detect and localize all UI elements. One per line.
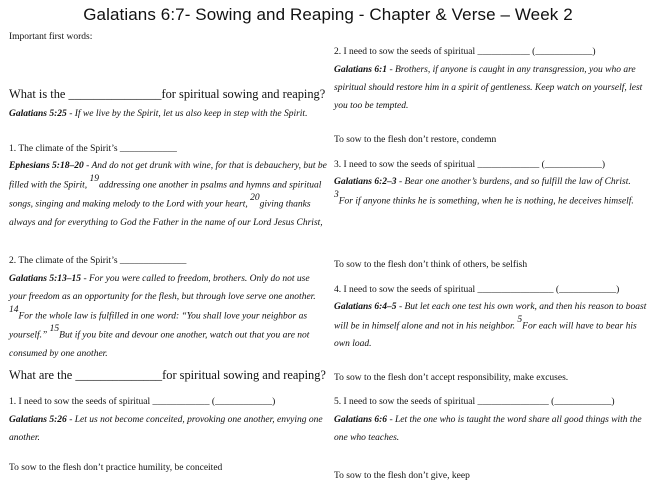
verse-ephesians-5-18 <box>9 155 327 230</box>
verse-text: - For you were called to freedom, brothers. Only do not use your freedom as an opportunity for the flesh, but through love serve one another. <box>9 274 316 302</box>
verse-ref: Galatians 5:25 <box>9 109 67 119</box>
flesh-note-2: To sow to the flesh don’t restore, condemn <box>334 135 497 145</box>
verse-ref: Ephesians 5:18–20 <box>9 161 84 171</box>
verse-text: - If we live by the Spirit, let us also keep in step with the Spirit. <box>66 109 308 119</box>
verse-text: For if anyone thinks he is something, when he is nothing, he deceives himself. <box>338 196 634 207</box>
flesh-note-5: To sow to the flesh don’t give, keep <box>334 471 470 481</box>
verse-number: 3 <box>334 190 339 200</box>
question-what-are: What are the ______________for spiritual sowing and reaping? <box>9 368 326 382</box>
verse-ref: Galatians 6:6 <box>334 415 388 425</box>
flesh-note-1: To sow to the flesh don’t practice humility, be conceited <box>9 463 223 473</box>
verse-galatians-6-6 <box>334 409 650 445</box>
climate-1-heading: 1. The climate of the Spirit’s ____________ <box>9 144 177 154</box>
verse-text: But if you bite and devour one another, watch out that you are not consumed by one another. <box>9 330 310 359</box>
verse-galatians-5-13 <box>9 268 327 361</box>
verse-text: - Let us not become conceited, provoking one another, envying one another. <box>9 415 323 443</box>
verse-ref: Galatians 5:26 <box>9 415 67 425</box>
verse-ref: Galatians 6:4–5 <box>334 302 397 312</box>
verse-ref: Galatians 6:1 <box>334 65 388 75</box>
verse-galatians-6-1 <box>334 59 650 113</box>
verse-text: addressing one another in psalms and hymns and spiritual songs, singing and making melody to the Lord with your heart, <box>9 180 322 210</box>
verse-text: - Bear one another’s burdens, and so fulfill the law of Christ. <box>396 177 631 187</box>
verse-text: giving thanks always and for everything to God the Father in the name of our Lord Jesus Christ, <box>9 199 323 228</box>
verse-number: 20 <box>250 193 260 204</box>
climate-2-heading: 2. The climate of the Spirit’s ______________ <box>9 256 187 266</box>
important-first-words: Important first words: <box>9 32 93 42</box>
verse-text: - But let each one test his own work, and then his reason to boast will be in himself alone and not in his neighbor. <box>334 302 647 332</box>
flesh-note-3: To sow to the flesh don’t think of others, be selfish <box>334 260 528 270</box>
verse-ref: Galatians 5:13–15 <box>9 274 82 284</box>
verse-number: 14 <box>9 305 19 315</box>
verse-number: 19 <box>89 174 99 184</box>
verse-number: 15 <box>49 324 60 335</box>
question-what-is: What is the _______________for spiritual sowing and reaping? <box>9 87 326 101</box>
seed-2-heading: 2. I need to sow the seeds of spiritual ___________ (____________) <box>334 47 596 57</box>
page-title: Galatians 6:7- Sowing and Reaping - Chapter & Verse – Week 2 <box>83 5 573 24</box>
flesh-note-4: To sow to the flesh don’t accept responsibility, make excuses. <box>334 373 569 383</box>
verse-galatians-5-25 <box>9 103 327 121</box>
verse-number: 5 <box>517 315 523 325</box>
verse-text: For each will have to bear his own load. <box>334 321 637 350</box>
seed-3-heading: 3. I need to sow the seeds of spiritual _____________ (____________) <box>334 160 605 170</box>
verse-galatians-6-4 <box>334 296 650 351</box>
verse-text: - And do not get drunk with wine, for that is debauchery, but be filled with the Spirit, <box>9 161 327 191</box>
seed-1-heading: 1. I need to sow the seeds of spiritual ____________ (____________) <box>9 397 276 407</box>
verse-galatians-5-26 <box>9 409 327 445</box>
verse-text: For the whole law is fulfilled in one word: “You shall love your neighbor as yourself.” <box>9 311 308 341</box>
verse-ref: Galatians 6:2–3 <box>334 177 397 187</box>
verse-galatians-6-2 <box>334 171 650 208</box>
seed-4-heading: 4. I need to sow the seeds of spiritual ________________ (____________) <box>334 285 620 295</box>
verse-text: - Let the one who is taught the word share all good things with the one who teaches. <box>334 415 642 443</box>
seed-5-heading: 5. I need to sow the seeds of spiritual _______________ (____________) <box>334 397 615 407</box>
verse-text: - Brothers, if anyone is caught in any transgression, you who are spiritual should restore him in a spirit of gentleness. Keep watch on yourself, lest you too be tempted. <box>334 65 643 111</box>
